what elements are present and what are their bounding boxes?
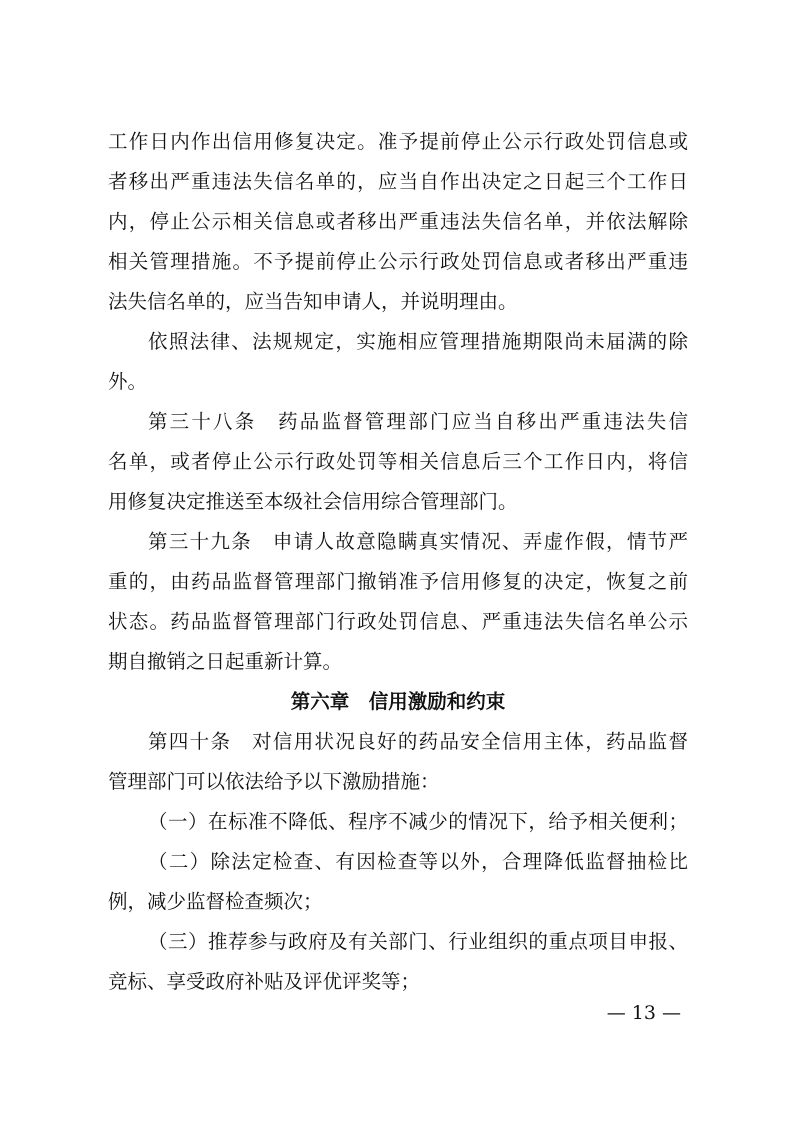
chapter-heading: 第六章 信用激励和约束 [290, 690, 506, 713]
paragraph-line: 重的，由药品监督管理部门撤销准予信用修复的决定，恢复之前 [108, 570, 688, 593]
paragraph-line: 用修复决定推送至本级社会信用综合管理部门。 [108, 490, 518, 513]
list-item: （三）推荐参与政府及有关部门、行业组织的重点项目申报、 [148, 930, 688, 953]
paragraph-line: 内，停止公示相关信息或者移出严重违法失信名单，并依法解除 [108, 210, 688, 233]
article-39-line: 第三十九条 申请人故意隐瞒真实情况、弄虚作假，情节严 [148, 530, 688, 553]
list-item: （一）在标准不降低、程序不减少的情况下，给予相关便利； [148, 810, 688, 833]
page-number: — 13 — [606, 1002, 681, 1024]
paragraph-line: 法失信名单的，应当告知申请人，并说明理由。 [108, 290, 518, 313]
article-38-line: 第三十八条 药品监督管理部门应当自移出严重违法失信 [148, 410, 688, 433]
paragraph-line: 例，减少监督检查频次； [108, 890, 323, 913]
paragraph-line: 状态。药品监督管理部门行政处罚信息、严重违法失信名单公示 [108, 610, 688, 633]
paragraph-line: 期自撤销之日起重新计算。 [108, 650, 343, 673]
paragraph-line: 竞标、享受政府补贴及评优评奖等； [108, 970, 421, 993]
article-40-line: 第四十条 对信用状况良好的药品安全信用主体，药品监督 [148, 730, 688, 753]
paragraph-line: 管理部门可以依法给予以下激励措施： [108, 770, 440, 793]
paragraph-line: 相关管理措施。不予提前停止公示行政处罚信息或者移出严重违 [108, 250, 688, 273]
paragraph-line: 外。 [108, 370, 148, 393]
paragraph-line: 依照法律、法规规定，实施相应管理措施期限尚未届满的除 [148, 330, 688, 353]
paragraph-line: 工作日内作出信用修复决定。准予提前停止公示行政处罚信息或 [108, 130, 688, 153]
paragraph-line: 名单，或者停止公示行政处罚等相关信息后三个工作日内，将信 [108, 450, 688, 473]
paragraph-line: 者移出严重违法失信名单的，应当自作出决定之日起三个工作日 [108, 170, 688, 193]
body-text [108, 122, 688, 1002]
list-item: （二）除法定检查、有因检查等以外，合理降低监督抽检比 [148, 850, 688, 873]
